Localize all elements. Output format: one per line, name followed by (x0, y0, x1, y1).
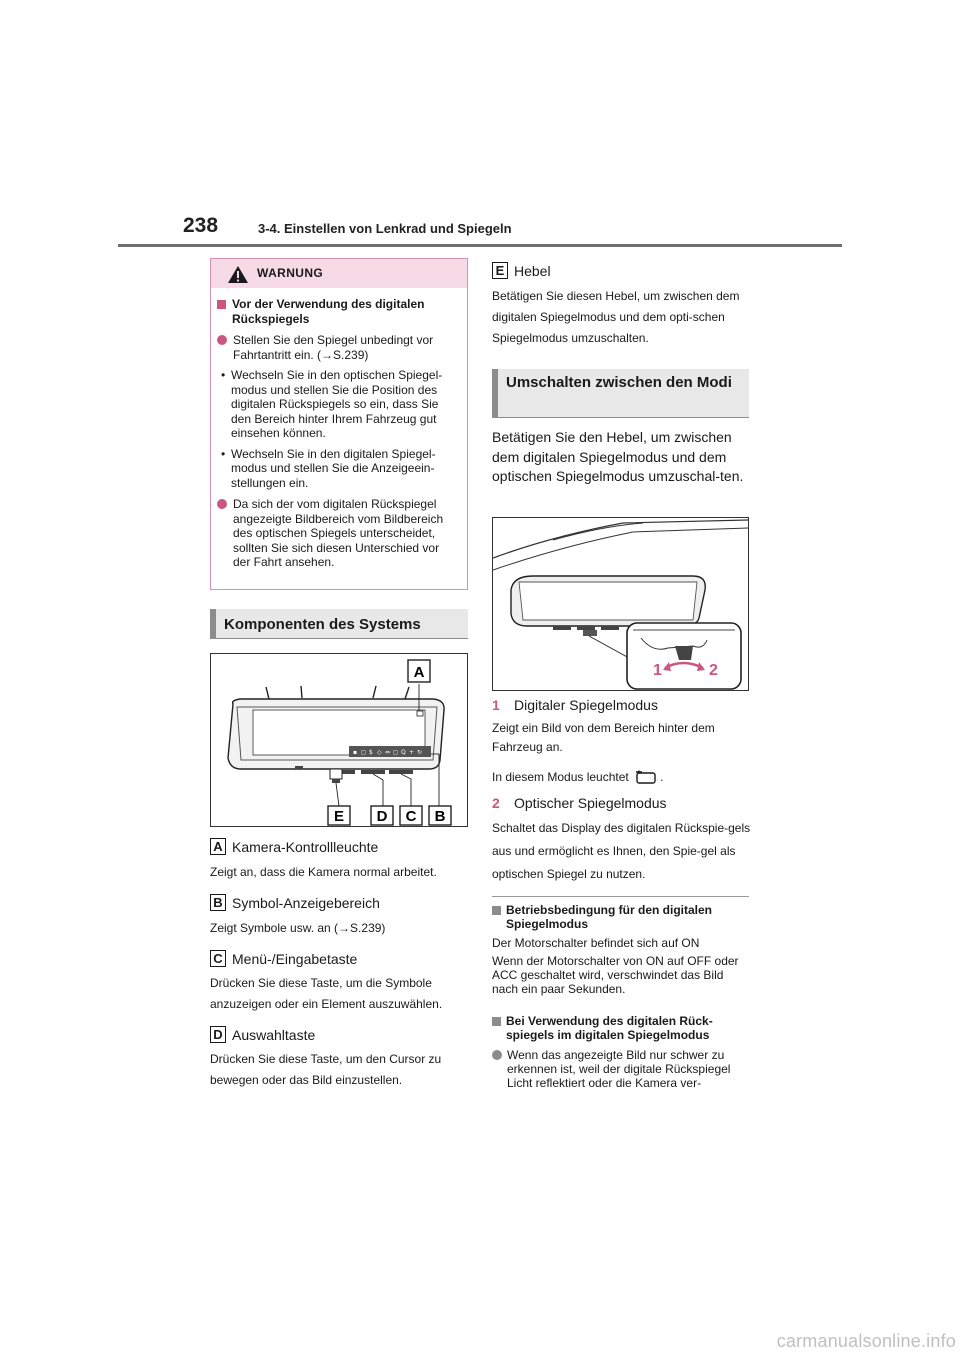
chapter-title: 3-4. Einstellen von Lenkrad und Spiegeln (258, 221, 512, 236)
dot-bullet-icon: • (221, 446, 226, 461)
svg-text:◻: ◻ (361, 749, 366, 756)
component-name: Hebel (514, 262, 551, 279)
svg-text:$: $ (369, 749, 373, 756)
component-desc: Zeigt Symbole usw. an (→S.239) (210, 921, 386, 935)
warning-title: WARNUNG (257, 266, 324, 280)
mode-number-2-label: 2 (709, 662, 718, 679)
warning-header (211, 259, 467, 288)
mode-1-title: 1 Digitaler Spiegelmodus (492, 697, 658, 713)
modes-intro: Betätigen Sie den Hebel, um zwischen dem digitalen Spiegelmodus und dem optischen Spiegelmodus umzuschal-ten. (492, 429, 744, 484)
mirror-components-figure (210, 653, 468, 827)
square-bullet-icon (217, 300, 226, 309)
circle-bullet-icon (492, 1050, 502, 1060)
svg-text:⇔: ⇔ (385, 749, 391, 756)
component-b (210, 894, 380, 911)
component-name: Kamera-Kontrollleuchte (232, 838, 379, 855)
warning-triangle-icon (227, 265, 249, 284)
svg-text:◻: ◻ (393, 749, 398, 756)
mirror-lever-figure (492, 517, 749, 691)
svg-text:◇: ◇ (377, 749, 382, 756)
label-box: E (492, 262, 508, 279)
section-title-components: Komponenten des Systems (210, 609, 468, 639)
warning-box (210, 258, 468, 590)
mode-2-title: 2 Optischer Spiegelmodus (492, 795, 667, 811)
label-box: B (210, 894, 226, 911)
component-desc: Drücken Sie diese Taste, um den Cursor zu bewegen oder das Bild einzustellen. (210, 1052, 442, 1087)
watermark: carmanualsonline.info (776, 1331, 956, 1351)
section-title-modes: Umschalten zwischen den Modi (492, 369, 749, 418)
component-name: Auswahltaste (232, 1026, 316, 1043)
callout-label-a (408, 660, 430, 682)
callout-label-c (400, 806, 422, 825)
component-c (210, 950, 357, 967)
mirror-illustration (211, 654, 467, 826)
mode-2-desc: Schaltet das Display des digitalen Rückspie-gels aus und ermöglicht es Ihnen, den Spie-gel als optischen Spiegel zu nutzen. (492, 821, 751, 881)
warning-subitem: • Wechseln Sie in den optischen Spiegel-modus und stellen Sie die Position des digitalen Rückspiegels so ein, dass Sie den Bereich hinter Ihrem Fahrzeug gut einsehen können. (221, 368, 443, 440)
camera-lamp-icon (635, 770, 657, 784)
svg-text:B: B (434, 808, 446, 825)
mode-1-extra: In diesem Modus leuchtet . (492, 770, 664, 784)
label-box: C (210, 950, 226, 967)
svg-text:▪: ▪ (353, 749, 358, 756)
label-box: A (210, 838, 226, 855)
component-d (210, 1026, 315, 1043)
svg-text:Q: Q (401, 749, 406, 756)
callout-label-d (371, 806, 393, 825)
note-operating-condition: Betriebsbedingung für den digitalen Spiegelmodus Der Motorschalter befindet sich auf ON Wenn der Motorschalter von ON auf OFF oder ACC geschaltet wird, verschwindet das Bild nach ein paar Sekunden. (492, 903, 739, 996)
circle-bullet-icon (217, 335, 227, 345)
svg-text:C: C (405, 808, 417, 825)
component-name: Symbol-Anzeigebereich (232, 894, 380, 911)
header-rule (118, 244, 842, 247)
component-name: Menü-/Eingabetaste (232, 950, 358, 967)
page-number: 238 (183, 214, 219, 237)
component-desc: Zeigt an, dass die Kamera normal arbeitet. (210, 865, 437, 879)
svg-text:+: + (409, 749, 415, 756)
warning-item: Stellen Sie den Spiegel unbedingt vor Fahrtantritt ein. (→S.239) (217, 333, 457, 362)
warning-subitem: • Wechseln Sie in den digitalen Spiegel-modus und stellen Sie die Anzeigeein-stellungen ein. (221, 446, 436, 490)
dot-bullet-icon: • (221, 368, 226, 382)
svg-text:D: D (376, 808, 388, 825)
lever-illustration (493, 518, 748, 690)
square-bullet-icon (492, 906, 501, 915)
mode-1-desc: Zeigt ein Bild von dem Bereich hinter dem Fahrzeug an. (492, 721, 715, 754)
circle-bullet-icon (217, 499, 227, 509)
note-digital-mode-use: Bei Verwendung des digitalen Rück-spiegels im digitalen Spiegelmodus Wenn das angezeigte Bild nur schwer zu erkennen ist, weil der digitale Rückspiegel Licht reflektiert oder die Kamera ver- (492, 1014, 750, 1090)
notes-divider (492, 896, 749, 897)
warning-item: Da sich der vom digitalen Rückspiegel angezeigte Bildbereich vom Bildbereich des optischen Spiegels unterscheidet, sollten Sie sich diesen Unterschied vor der Fahrt ansehen. (217, 497, 457, 570)
svg-text:↻: ↻ (417, 749, 423, 756)
svg-text:E: E (333, 808, 345, 825)
component-a (210, 838, 378, 855)
svg-text:A: A (413, 664, 425, 681)
callout-label-e (328, 806, 350, 825)
callout-label-b (429, 806, 451, 825)
component-desc: Drücken Sie diese Taste, um die Symbole anzuzeigen oder ein Element auszuwählen. (210, 976, 443, 1011)
component-desc: Betätigen Sie diesen Hebel, um zwischen dem digitalen Spiegelmodus und dem opti-schen Spiegelmodus umzuschalten. (492, 289, 740, 345)
warning-heading: Vor der Verwendung des digitalen Rückspiegels (217, 297, 457, 326)
label-box: D (210, 1026, 226, 1043)
square-bullet-icon (492, 1017, 501, 1026)
component-e (492, 262, 551, 279)
mode-number-1-label: 1 (653, 662, 662, 679)
